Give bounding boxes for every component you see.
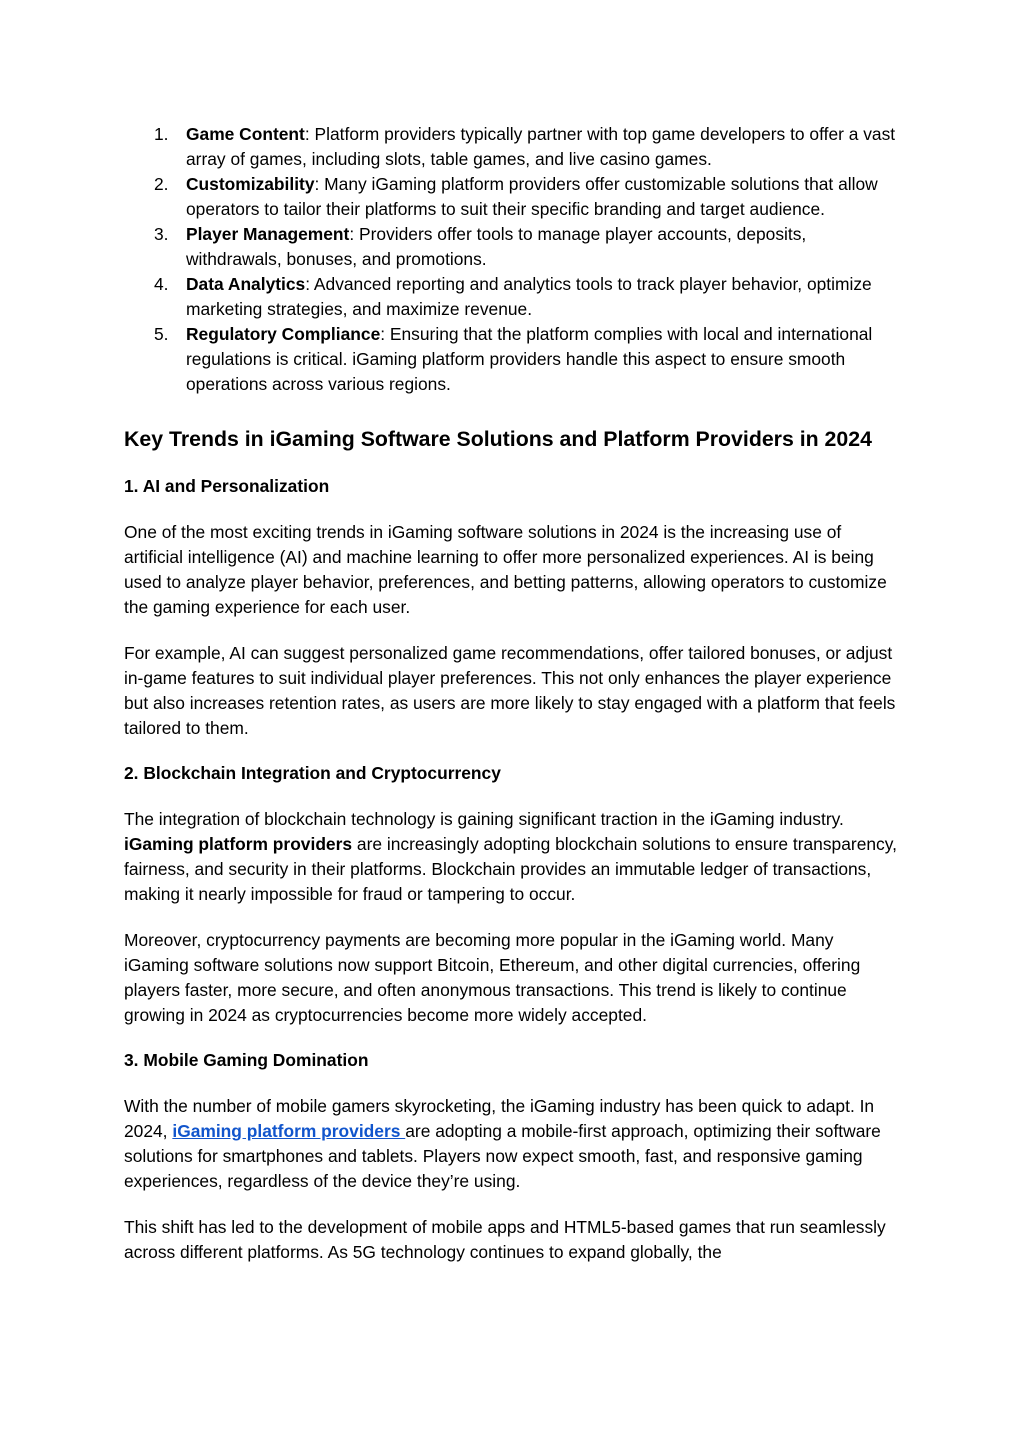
subheading-ai: 1. AI and Personalization — [124, 476, 330, 496]
feature-list — [124, 122, 900, 397]
igaming-platform-providers-link[interactable]: iGaming platform providers — [172, 1121, 406, 1141]
paragraph-text: are adopting a mobile-first approach, optimizing their software solutions for smartphones and tablets. Players now expect smooth, fast, and responsive gaming experiences, regardless of the device they’re using. — [124, 1121, 881, 1191]
paragraph: Moreover, cryptocurrency payments are becoming more popular in the iGaming world. Many iGaming software solutions now support Bitcoin, Ethereum, and other digital currencies, offering players faster, more secure, and often anonymous transactions. This trend is likely to continue growing in 2024 as cryptocurrencies become more widely accepted. — [124, 930, 861, 1025]
list-term: Regulatory Compliance — [186, 324, 381, 344]
paragraph: One of the most exciting trends in iGaming software solutions in 2024 is the increasing use of artificial intelligence (AI) and machine learning to offer more personalized experiences. AI is being used to analyze player behavior, preferences, and betting patterns, allowing operators to customize the gaming experience for each user. — [124, 522, 887, 617]
list-number: 4. — [154, 274, 169, 294]
list-text: : Many iGaming platform providers offer customizable solutions that allow operators to tailor their platforms to suit their specific branding and target audience. — [186, 174, 878, 219]
document-page — [124, 122, 900, 1265]
paragraph-text: With the number of mobile gamers skyrocketing, the iGaming industry has been quick to adapt. In 2024, — [124, 1096, 875, 1141]
subheading-blockchain: 2. Blockchain Integration and Cryptocurrency — [124, 763, 501, 783]
list-item — [124, 172, 900, 222]
list-item — [124, 272, 900, 322]
list-item — [124, 122, 900, 172]
paragraph-text: are increasingly adopting blockchain solutions to ensure transparency, fairness, and security in their platforms. Blockchain provides an immutable ledger of transactions, making it nearly impossible for fraud or tampering to occur. — [124, 834, 897, 904]
list-number: 2. — [154, 174, 169, 194]
list-term: Customizability — [186, 174, 315, 194]
list-item — [124, 222, 900, 272]
list-text: : Advanced reporting and analytics tools to track player behavior, optimize marketing strategies, and maximize revenue. — [186, 274, 872, 319]
paragraph: For example, AI can suggest personalized game recommendations, offer tailored bonuses, or adjust in-game features to suit individual player preferences. This not only enhances the player experience but also increases retention rates, as users are more likely to stay engaged with a platform that feels tailored to them. — [124, 643, 896, 738]
paragraph-text: The integration of blockchain technology is gaining significant traction in the iGaming industry. — [124, 809, 844, 829]
subheading-mobile: 3. Mobile Gaming Domination — [124, 1050, 369, 1070]
paragraph: This shift has led to the development of mobile apps and HTML5-based games that run seamlessly across different platforms. As 5G technology continues to expand globally, the — [124, 1217, 886, 1262]
list-term: Data Analytics — [186, 274, 306, 294]
list-text: : Ensuring that the platform complies with local and international regulations is critical. iGaming platform providers handle this aspect to ensure smooth operations across various regions. — [186, 324, 873, 394]
list-term: Game Content — [186, 124, 305, 144]
list-text: : Platform providers typically partner with top game developers to offer a vast array of games, including slots, table games, and live casino games. — [186, 124, 896, 169]
list-number: 3. — [154, 224, 169, 244]
paragraph — [124, 1094, 900, 1194]
section-heading: Key Trends in iGaming Software Solutions and Platform Providers in 2024 — [124, 427, 872, 451]
list-text: : Providers offer tools to manage player accounts, deposits, withdrawals, bonuses, and promotions. — [186, 224, 807, 269]
list-number: 5. — [154, 324, 169, 344]
list-number: 1. — [154, 124, 169, 144]
list-item — [124, 322, 900, 397]
bold-phrase: iGaming platform providers — [124, 834, 353, 854]
list-term: Player Management — [186, 224, 350, 244]
paragraph — [124, 807, 900, 907]
